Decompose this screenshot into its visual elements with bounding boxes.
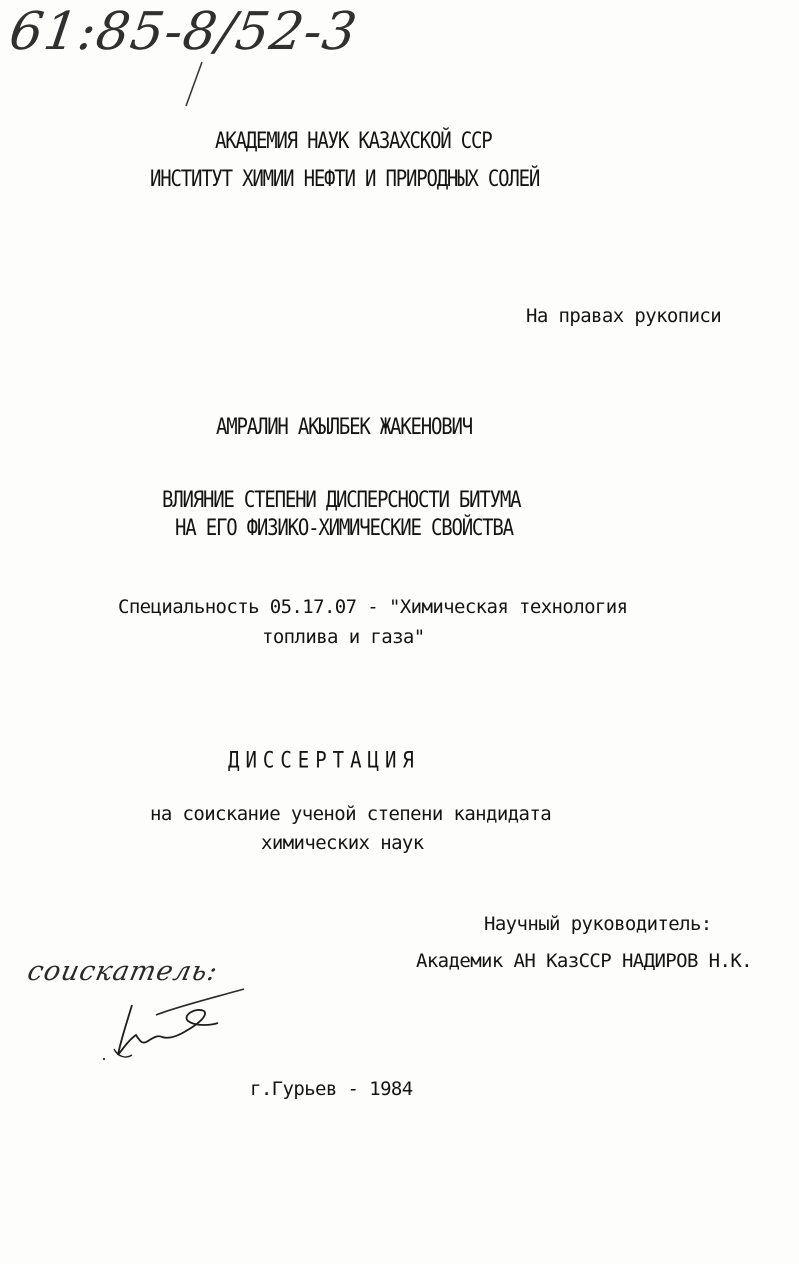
place-and-year: г.Гурьев - 1984: [250, 1078, 413, 1100]
archive-stamp: 61:85-8/52-3: [5, 2, 362, 62]
specialty-line-2: топлива и газа": [262, 626, 425, 648]
supervisor-name: Академик АН КазССР НАДИРОВ Н.К.: [416, 950, 753, 972]
applicant-label: соискатель:: [24, 956, 221, 987]
document-type: ДИССЕРТАЦИЯ: [228, 748, 420, 774]
specialty-line-1: Специальность 05.17.07 - "Химическая технология: [118, 596, 628, 618]
stamp-underline-stroke: [180, 60, 210, 110]
dissertation-title-line-1: ВЛИЯНИЕ СТЕПЕНИ ДИСПЕРСНОСТИ БИТУМА: [162, 487, 521, 513]
manuscript-note: На правах рукописи: [526, 305, 722, 327]
header-academy: АКАДЕМИЯ НАУК КАЗАХСКОЙ ССР: [215, 128, 492, 154]
header-institute: ИНСТИТУТ ХИМИИ НЕФТИ И ПРИРОДНЫХ СОЛЕЙ: [150, 166, 540, 192]
supervisor-label: Научный руководитель:: [484, 913, 712, 935]
dissertation-title-line-2: НА ЕГО ФИЗИКО-ХИМИЧЕСКИЕ СВОЙСТВА: [175, 515, 513, 541]
degree-line-1: на соискание ученой степени кандидата: [150, 803, 552, 825]
applicant-signature: [96, 985, 256, 1075]
author-name: АМРАЛИН АКЫЛБЕК ЖАКЕНОВИЧ: [216, 414, 472, 440]
degree-line-2: химических наук: [261, 832, 424, 854]
